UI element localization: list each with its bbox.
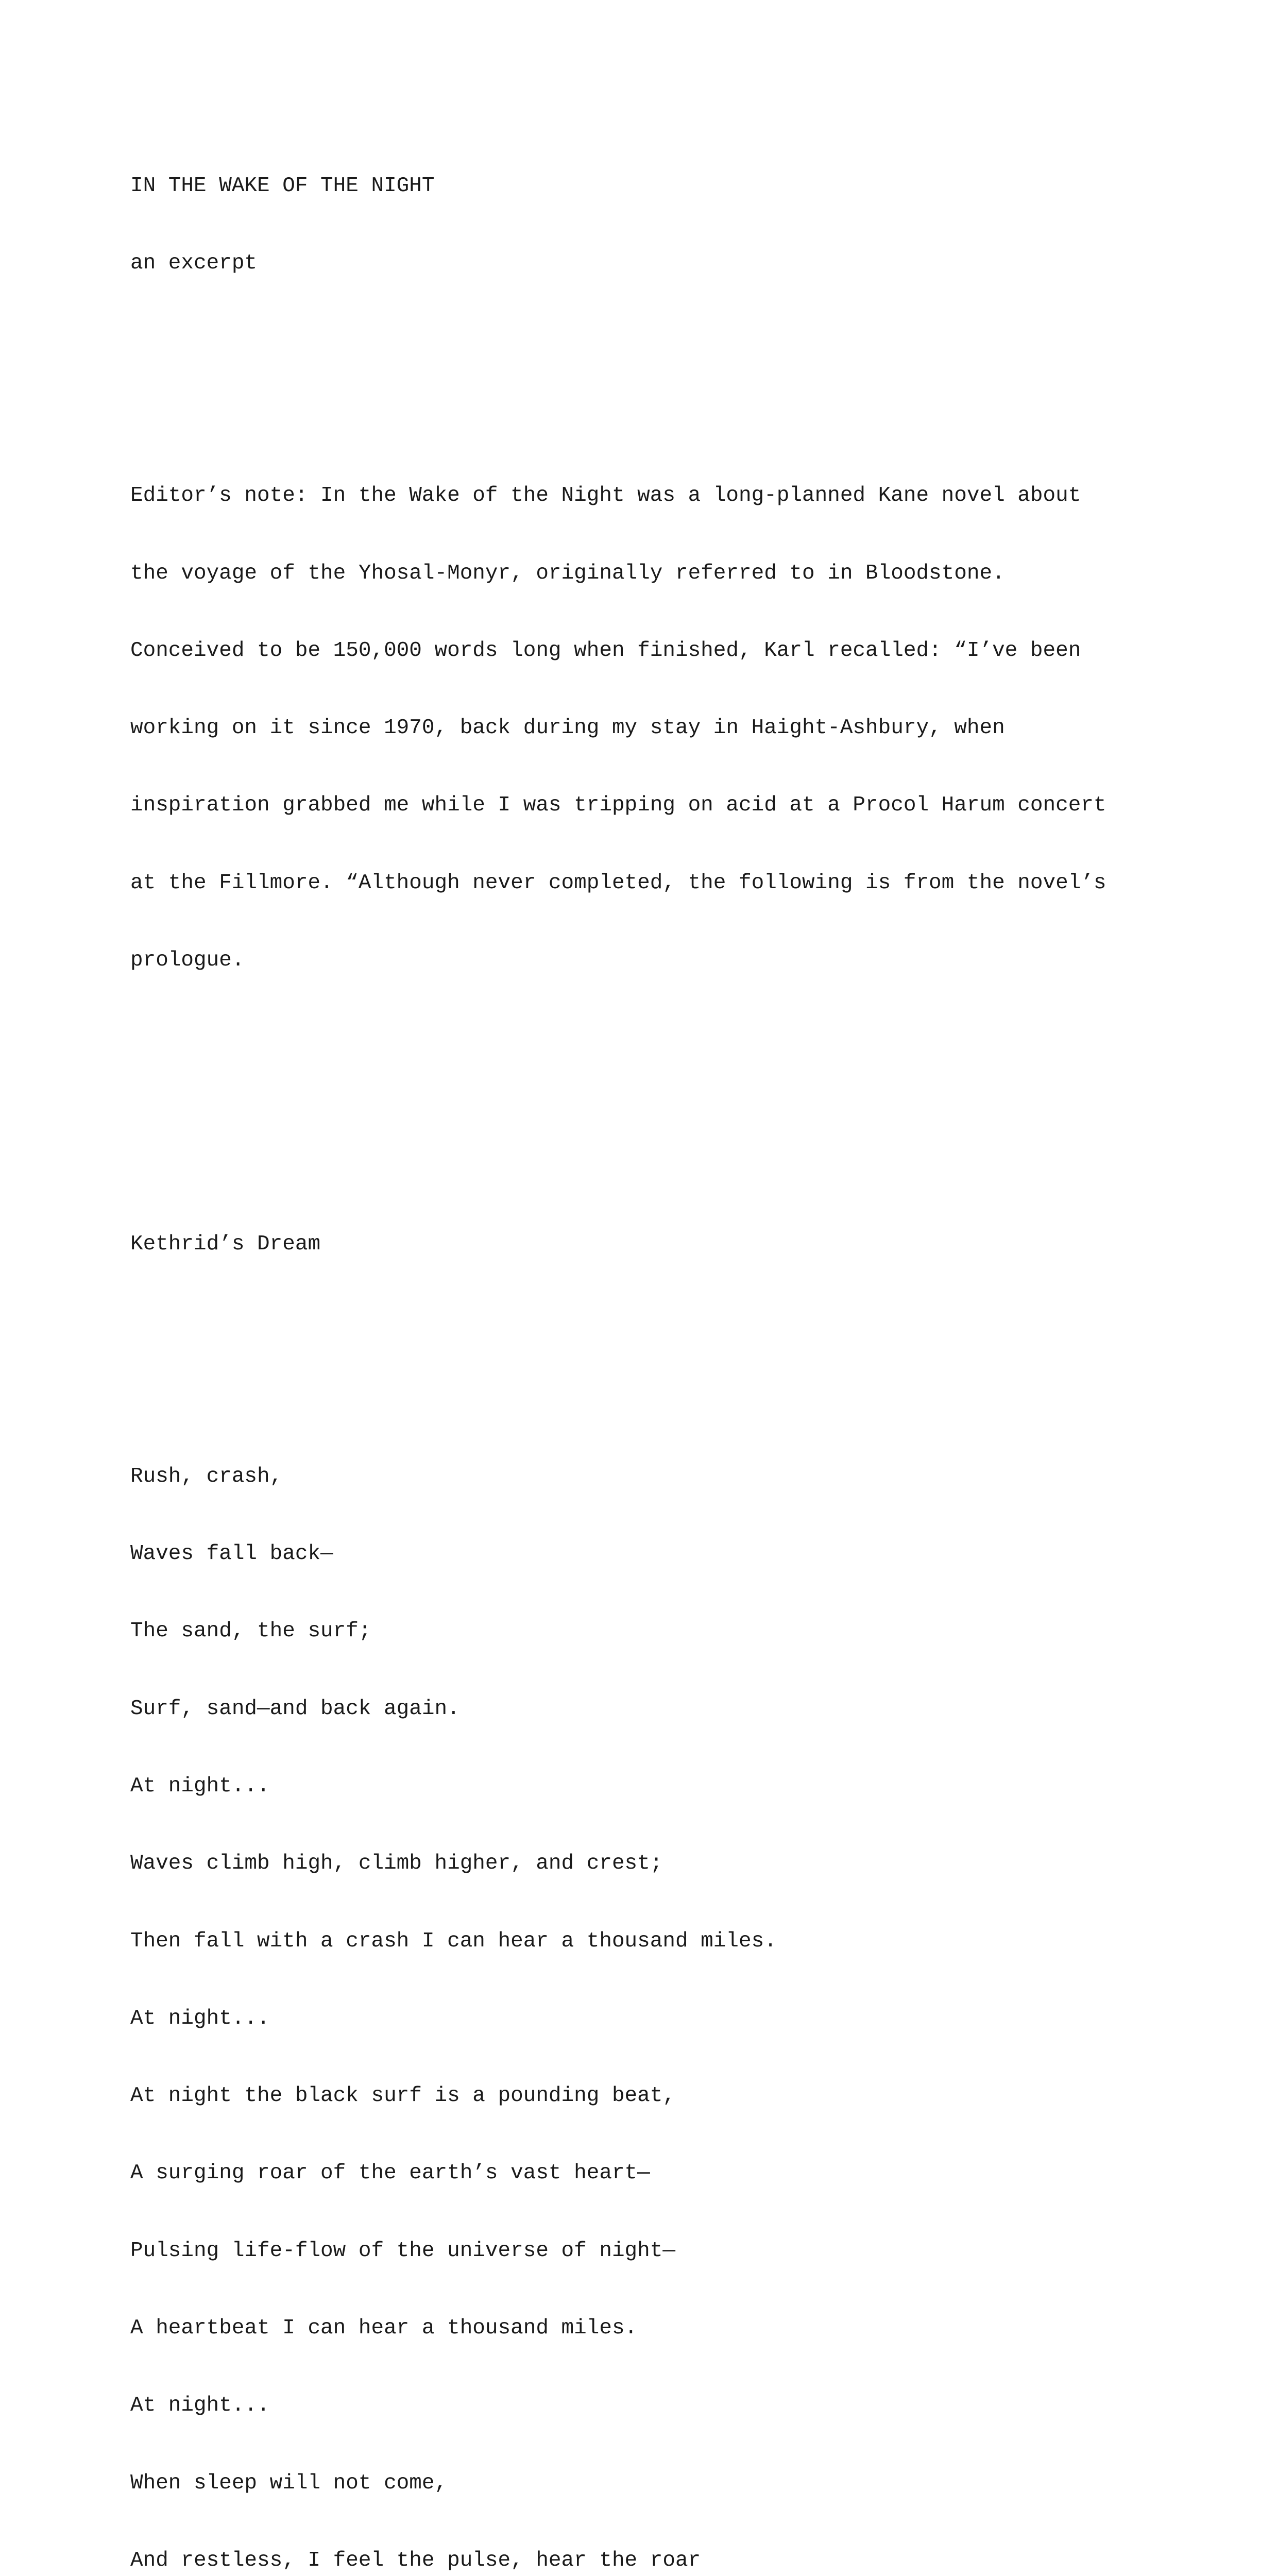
poem-line: And restless, I feel the pulse, hear the roar: [130, 2548, 701, 2572]
editors-note: [130, 431, 1161, 1025]
poem-line: A heartbeat I can hear a thousand miles.: [130, 2316, 638, 2340]
editors-note-line: working on it since 1970, back during my stay in Haight-Ashbury, when: [130, 716, 1005, 740]
poem-line: Rush, crash,: [130, 1464, 283, 1488]
poem-line: A surging roar of the earth’s vast heart—: [130, 2161, 650, 2185]
poem-line: Waves climb high, climb higher, and crest;: [130, 1852, 663, 1876]
editors-note-line: inspiration grabbed me while I was tripping on acid at a Procol Harum concert: [130, 793, 1106, 818]
poem-line: At night the black surf is a pounding beat,: [130, 2084, 675, 2108]
poem-line: At night...: [130, 1774, 270, 1798]
poem-line: When sleep will not come,: [130, 2471, 448, 2495]
document-title: IN THE WAKE OF THE NIGHT: [130, 174, 435, 198]
editors-note-line: at the Fillmore. “Although never completed, the following is from the novel’s: [130, 871, 1106, 895]
poem-title: Kethrid’s Dream: [130, 1232, 321, 1257]
spacer: [130, 328, 1161, 354]
editors-note-line: Conceived to be 150,000 words long when finished, Karl recalled: “I’ve been: [130, 638, 1081, 663]
editors-note-line: Editor’s note: In the Wake of the Night was a long-planned Kane novel about: [130, 484, 1081, 508]
poem-line: Surf, sand—and back again.: [130, 1697, 460, 1721]
spacer: [130, 1103, 1161, 1154]
poem-line: Pulsing life-flow of the universe of night—: [130, 2239, 675, 2263]
spacer: [130, 1309, 1161, 1334]
editors-note-line: the voyage of the Yhosal-Monyr, originally referred to in Bloodstone.: [130, 561, 1005, 585]
document-subtitle: an excerpt: [130, 251, 258, 276]
poem-line: The sand, the surf;: [130, 1619, 371, 1643]
poem-line: Then fall with a crash I can hear a thousand miles.: [130, 1929, 777, 1953]
poem-line: At night...: [130, 2006, 270, 2030]
document-body: [130, 122, 1161, 2576]
editors-note-line: prologue.: [130, 948, 245, 972]
poem-line: Waves fall back—: [130, 1542, 333, 1566]
poem-line: At night...: [130, 2394, 270, 2418]
poem: [130, 1412, 1161, 2576]
